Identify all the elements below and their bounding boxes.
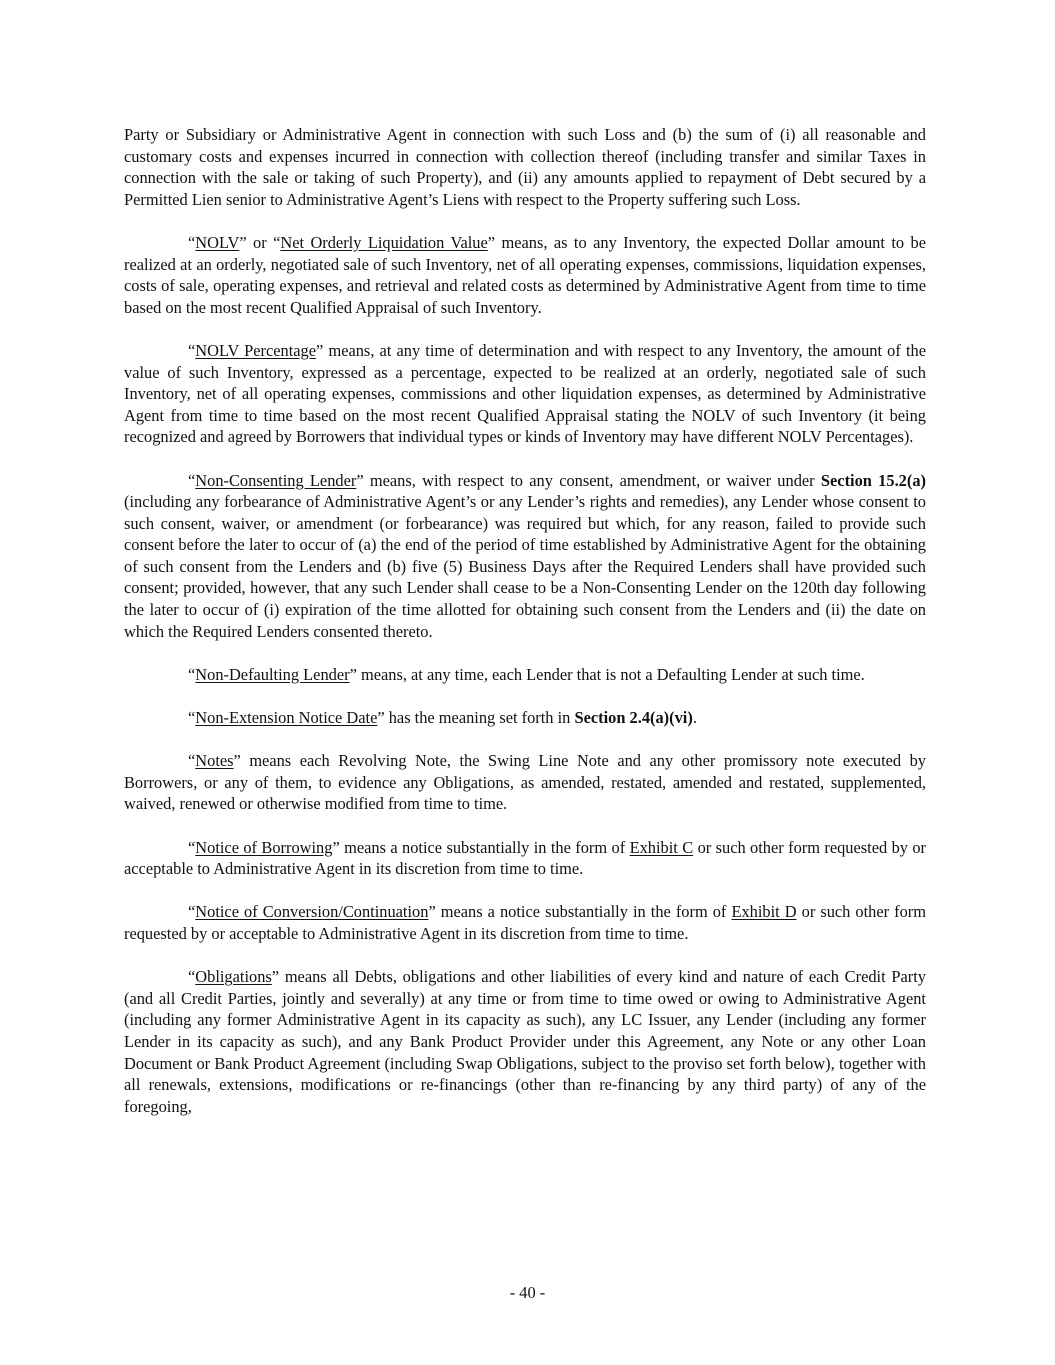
definition-nolv xyxy=(124,232,926,318)
exhibit-reference: Exhibit C xyxy=(629,837,694,857)
definition-non-extension-notice-date xyxy=(124,707,926,729)
definition-notice-of-conversion-continuation xyxy=(124,901,926,944)
open-quote: “ xyxy=(188,967,196,987)
definition-text: ” means a notice substantially in the form of xyxy=(428,902,732,922)
defined-term-nolv-percentage: NOLV Percentage xyxy=(195,340,317,360)
definition-notes xyxy=(124,750,926,815)
page-number: - 40 - xyxy=(509,1283,546,1302)
open-quote: “ xyxy=(188,664,196,684)
defined-term-notice-of-borrowing: Notice of Borrowing xyxy=(195,837,333,857)
open-quote: “ xyxy=(188,902,196,922)
section-reference: Section 2.4(a)(vi) xyxy=(574,708,693,728)
definition-text: ” means, at any time of determination and with respect to any Inventory, the amount of the value of such Inventory, expressed as a percentage, expected to be realized at an orderly, negotiated sale of such Inventory, net of all operating expenses, commissions and other liquidation expenses, as determined by Administrative Agent from time to time based on the most recent Qualified Appraisal stating the NOLV of such Inventory (it being recognized and agreed by Borrowers that individual types or kinds of Inventory may have different NOLV Percentages). xyxy=(124,340,926,447)
definition-non-defaulting-lender xyxy=(124,664,926,686)
open-quote: “ xyxy=(188,837,196,857)
definition-text: ” means, at any time, each Lender that is not a Defaulting Lender at such time. xyxy=(349,664,865,684)
definition-nolv-percentage xyxy=(124,340,926,448)
paragraph-loss-continuation xyxy=(124,124,926,210)
document-page xyxy=(124,124,926,1139)
definition-obligations xyxy=(124,966,926,1117)
definition-notice-of-borrowing xyxy=(124,837,926,880)
exhibit-reference: Exhibit D xyxy=(731,902,797,922)
definition-text: ” means a notice substantially in the form of xyxy=(332,837,630,857)
definition-text: ” means each Revolving Note, the Swing Line Note and any other promissory note executed by Borrowers, or any of them, to evidence any Obligations, as amended, restated, amended and restated, supplemented, waived, renewed or otherwise modified from time to time. xyxy=(124,751,926,814)
open-quote: “ xyxy=(188,708,196,728)
defined-term-non-extension-notice-date: Non-Extension Notice Date xyxy=(195,708,378,728)
paragraph-text: Party or Subsidiary or Administrative Agent in connection with such Loss and (b) the sum of (i) all reasonable and customary costs and expenses incurred in connection with collection thereof (including transfer and similar Taxes in connection with the sale or taking of such Property), and (ii) any amounts applied to repayment of Debt secured by a Permitted Lien senior to Administrative Agent’s Liens with respect to the Property suffering such Loss. xyxy=(124,125,926,209)
definition-non-consenting-lender xyxy=(124,470,926,643)
open-quote: “ xyxy=(188,751,196,771)
period: . xyxy=(692,708,697,728)
defined-term-notice-of-conversion-continuation: Notice of Conversion/Continuation xyxy=(195,902,429,922)
open-quote: “ xyxy=(188,470,196,490)
defined-term-net-orderly-liquidation-value: Net Orderly Liquidation Value xyxy=(280,232,488,252)
definition-text: ” has the meaning set forth in xyxy=(377,708,575,728)
defined-term-obligations: Obligations xyxy=(195,967,272,987)
connector-text: ” or “ xyxy=(239,232,281,252)
definition-text: or such other form requested by or acceptable to Administrative Agent in its discretion from time to time. xyxy=(124,837,927,879)
defined-term-nolv: NOLV xyxy=(195,232,240,252)
definition-text: ” means all Debts, obligations and other liabilities of every kind and nature of each Credit Party (and all Credit Parties, jointly and severally) at any time or from time to time owed or owing to Administrative Agent (including any former Administrative Agent in its capacity as such), any LC Issuer, any Lender (including any former Lender in its capacity as such), and any Bank Product Provider under this Agreement, any Note or any other Loan Document or Bank Product Agreement (including Swap Obligations, subject to the proviso set forth below), together with all renewals, extensions, modifications or re-financings (other than re-financing by any third party) of any of the foregoing, xyxy=(124,967,926,1116)
open-quote: “ xyxy=(188,232,196,252)
defined-term-notes: Notes xyxy=(195,751,234,771)
definition-text: ” means, as to any Inventory, the expected Dollar amount to be realized at an orderly, negotiated sale of such Inventory, net of all operating expenses, commissions, liquidation expenses, costs of sale, operating expenses, and retrieval and related costs as determined by Administrative Agent from time to time based on the most recent Qualified Appraisal of such Inventory. xyxy=(124,232,926,317)
definition-text: ” means, with respect to any consent, amendment, or waiver under xyxy=(356,470,821,490)
open-quote: “ xyxy=(188,340,196,360)
definition-text: or such other form requested by or acceptable to Administrative Agent in its discretion from time to time. xyxy=(124,902,926,943)
definition-text: (including any forbearance of Administrative Agent’s or any Lender’s rights and remedies), any Lender whose consent to such consent, waiver, or amendment (or forbearance) was required but which, for any reason, failed to provide such consent before the later to occur of (a) the end of the period of time established by Administrative Agent for the obtaining of such consent from the Lenders and (b) five (5) Business Days after the Required Lenders shall have provided such consent; provided, however, that any such Lender shall cease to be a Non-Consenting Lender on the 120th day following the later to occur of (i) expiration of the time allotted for obtaining such consent from the Lenders and (ii) the date on which the Required Lenders consented thereto. xyxy=(124,492,926,641)
defined-term-non-defaulting-lender: Non-Defaulting Lender xyxy=(195,664,350,684)
defined-term-non-consenting-lender: Non-Consenting Lender xyxy=(195,470,357,490)
section-reference: Section 15.2(a) xyxy=(820,470,926,490)
